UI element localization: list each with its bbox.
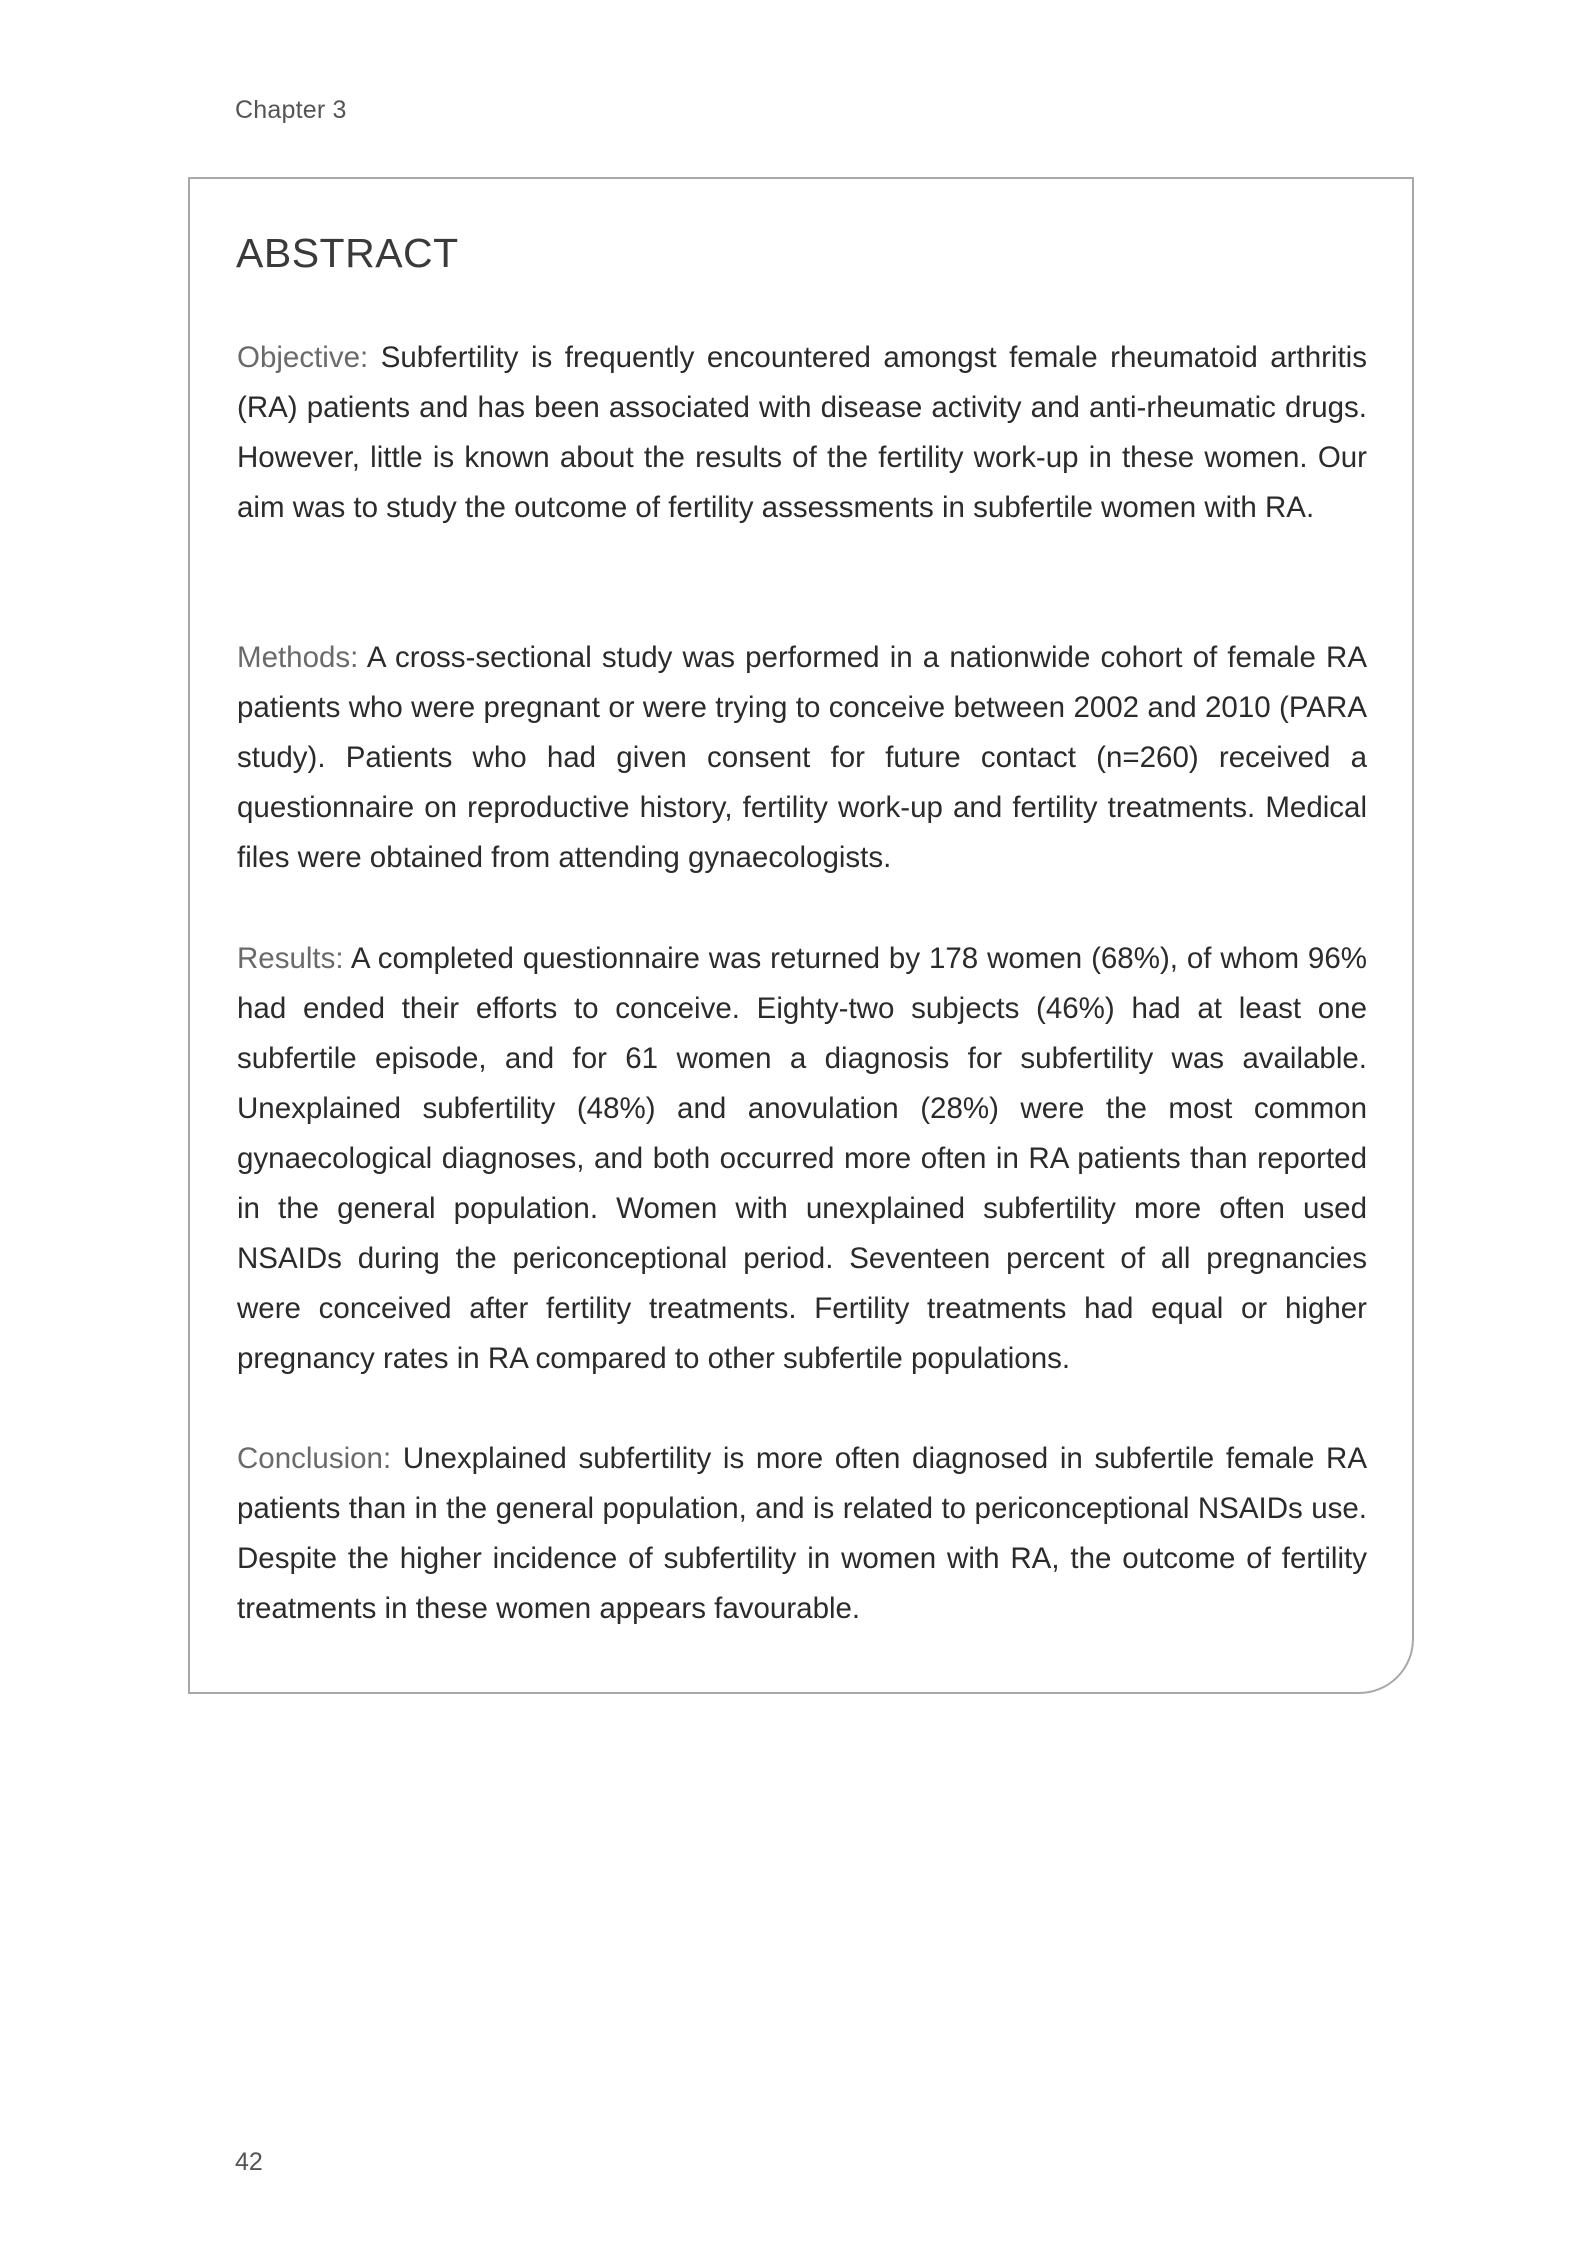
results-paragraph [237,934,1367,1384]
conclusion-paragraph [237,1434,1367,1634]
methods-text: A cross-sectional study was performed in a nationwide cohort of female RA patients who were pregnant or were trying to conceive between 2002 and 2010 (PARA study). Patients who had given consent for future contact (n=260) received a questionnaire on reproductive history, fertility work-up and fertility treatments. Medical files were obtained from attending gynaecologists. [237,641,1368,874]
results-text: A completed questionnaire was returned by 178 women (68%), of whom 96% had ended their efforts to conceive. Eighty-two subjects (46%) had at least one subfertile episode, and for 61 women a diagnosis for subfertility was available. Unexplained subfertility (48%) and anovulation (28%) were the most common gynaecological diagnoses, and both occurred more often in RA patients than reported in the general population. Women with unexplained subfertility more often used NSAIDs during the periconceptional period. Seventeen percent of all pregnancies were conceived after fertility treatments. Fertility treatments had equal or higher pregnancy rates in RA compared to other subfertile populations. [237,942,1367,1375]
chapter-running-header: Chapter 3 [235,96,347,124]
methods-paragraph [237,633,1367,883]
objective-text: Subfertility is frequently encountered amongst female rheumatoid arthritis (RA) patients and has been associated with disease activity and anti-rheumatic drugs. However, little is known about the results of the fertility work-up in these women. Our aim was to study the outcome of fertility assessments in subfertile women with RA. [237,341,1367,524]
results-label: Results: [237,942,344,975]
abstract-title: ABSTRACT [236,230,459,276]
objective-paragraph [237,333,1367,533]
conclusion-label: Conclusion: [237,1442,392,1475]
objective-label: Objective: [237,341,369,374]
methods-label: Methods: [237,641,359,674]
conclusion-text: Unexplained subfertility is more often diagnosed in subfertile female RA patients than in the general population, and is related to periconceptional NSAIDs use. Despite the higher incidence of subfertility in women with RA, the outcome of fertility treatments in these women appears favourable. [237,1442,1367,1625]
page-number: 42 [235,2148,263,2176]
